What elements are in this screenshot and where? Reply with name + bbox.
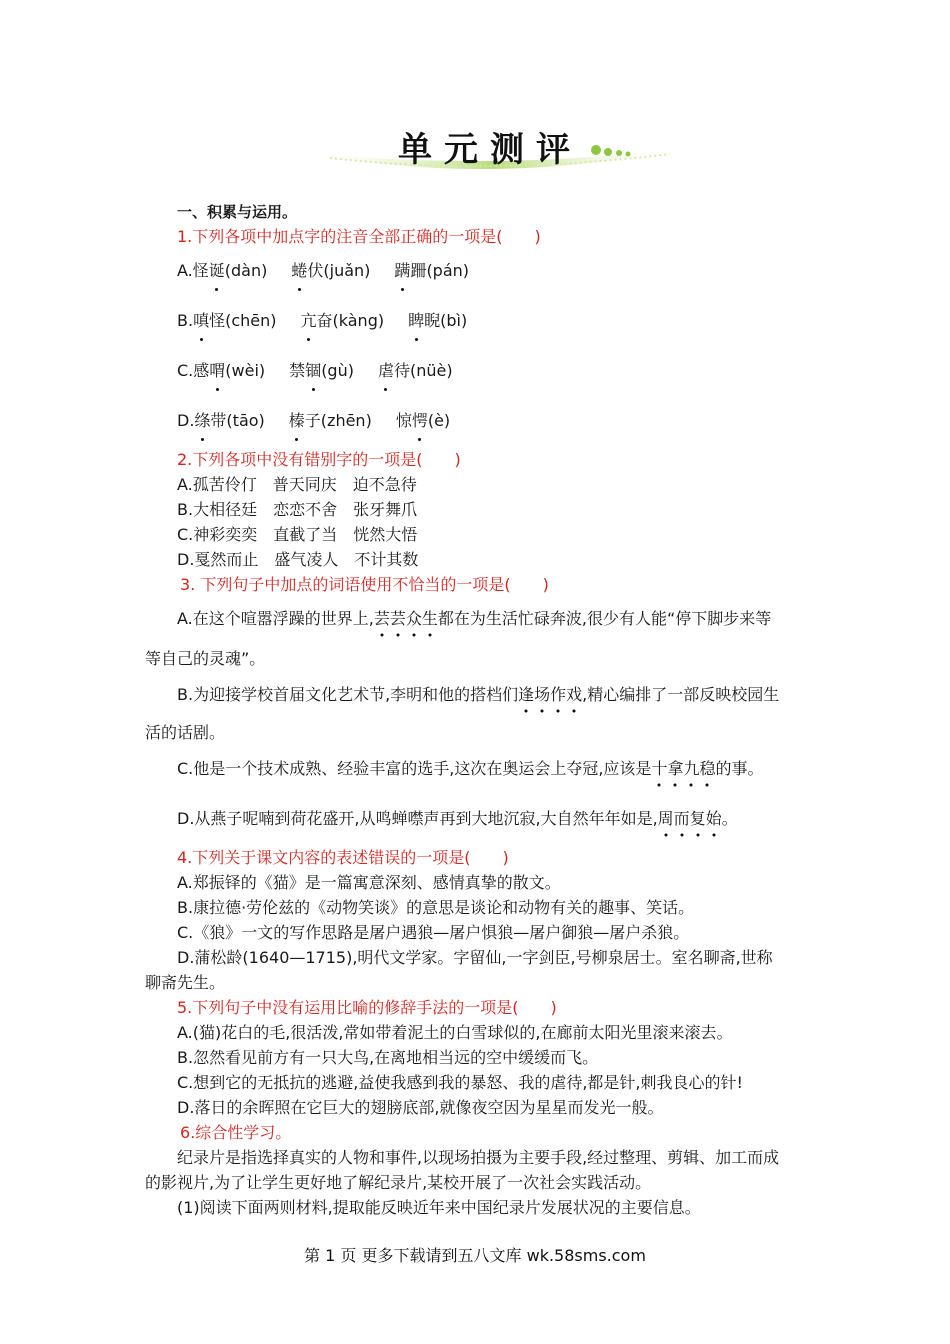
q5-option-d: D.落日的余晖照在它巨大的翅膀底部,就像夜空因为星星而发光一般。 xyxy=(177,1098,664,1117)
q1c-w2: 禁锢(gù) xyxy=(289,361,354,380)
q1-stem: 1.下列各项中加点字的注音全部正确的一项是( ) xyxy=(177,227,541,246)
q1-option-b xyxy=(177,310,491,332)
page-footer: 第 1 页 更多下载请到五八文库 wk.58sms.com xyxy=(304,1246,646,1265)
q1b-w1: 嗔怪(chēn) xyxy=(193,311,277,330)
q2-stem: 2.下列各项中没有错别字的一项是( ) xyxy=(177,450,461,469)
option-letter: B. xyxy=(177,311,194,330)
q2-option-b: B.大相径廷 恋恋不舍 张牙舞爪 xyxy=(177,500,418,519)
option-letter: C. xyxy=(177,361,194,380)
q5-option-a: A.(猫)花白的毛,很活泼,常如带着泥土的白雪球似的,在廊前太阳光里滚来滚去。 xyxy=(177,1023,733,1042)
q1d-w2: 榛子(zhēn) xyxy=(288,411,372,430)
q1-option-c xyxy=(177,360,477,382)
q1b-w3: 睥睨(bì) xyxy=(408,311,468,330)
q1d-w3: 惊愕(è) xyxy=(395,411,451,430)
q5-option-c: C.想到它的无抵抗的逃避,益使我感到我的暴怒、我的虐待,都是针,刺我良心的针! xyxy=(177,1073,743,1092)
q4-option-d-cont: 聊斋先生。 xyxy=(145,973,226,992)
title-banner xyxy=(290,110,690,180)
option-letter: D. xyxy=(177,411,195,430)
q6-paragraph-2: (1)阅读下面两则材料,提取能反映近年来中国纪录片发展状况的主要信息。 xyxy=(177,1198,701,1217)
section-heading: 一、积累与运用。 xyxy=(177,203,298,221)
q5-option-b: B.忽然看见前方有一只大鸟,在离地相当远的空中缓缓而飞。 xyxy=(177,1048,599,1067)
q1-option-d xyxy=(177,410,474,432)
q4-option-c: C.《狼》一文的写作思路是屠户遇狼—屠户惧狼—屠户御狼—屠户杀狼。 xyxy=(177,923,690,942)
q3-stem: 3. 下列句子中加点的词语使用不恰当的一项是( ) xyxy=(180,575,549,594)
q1c-w1: 感喟(wèi) xyxy=(193,361,266,380)
q1a-w2: 蜷伏(juǎn) xyxy=(291,261,371,280)
q1a-w3: 蹒跚(pán) xyxy=(394,261,470,280)
q3-option-a: A.在这个喧嚣浮躁的世界上,芸芸众生都在为生活忙碌奔波,很少有人能“停下脚步来等 xyxy=(177,608,771,630)
q3-option-d: D.从燕子呢喃到荷花盛开,从鸣蝉噤声再到大地沉寂,大自然年年如是,周而复始。 xyxy=(177,808,738,830)
q3a-dotted-word: 芸芸众生 xyxy=(374,609,438,638)
q3-option-c: C.他是一个技术成熟、经验丰富的选手,这次在奥运会上夺冠,应该是十拿九稳的事。 xyxy=(177,758,763,780)
q2-option-c: C.神彩奕奕 直截了当 恍然大悟 xyxy=(177,525,418,544)
option-letter: A. xyxy=(177,261,193,280)
q2-option-d: D.戛然而止 盛气凌人 不计其数 xyxy=(177,550,419,569)
q1a-w1: 怪诞(dàn) xyxy=(192,261,268,280)
q6-paragraph-1: 纪录片是指选择真实的人物和事件,以现场拍摄为主要手段,经过整理、剪辑、加工而成 xyxy=(177,1148,780,1167)
q1-option-a xyxy=(177,260,493,282)
q2-option-a: A.孤苦伶仃 普天同庆 迫不急待 xyxy=(177,475,417,494)
q3-option-b: B.为迎接学校首届文化艺术节,李明和他的搭档们逢场作戏,精心编排了一部反映校园生 xyxy=(177,684,779,706)
q1d-w1: 绦带(tāo) xyxy=(194,411,265,430)
q6-stem: 6.综合性学习。 xyxy=(180,1123,292,1142)
q5-stem: 5.下列句子中没有运用比喻的修辞手法的一项是( ) xyxy=(177,998,557,1017)
q3-option-b-cont: 活的话剧。 xyxy=(145,723,226,742)
q4-option-a: A.郑振铎的《猫》是一篇寓意深刻、感情真挚的散文。 xyxy=(177,873,561,892)
q3c-dotted-word: 十拿九稳 xyxy=(651,759,715,788)
q6-paragraph-1-cont: 的影视片,为了让学生更好地了解纪录片,某校开展了一次社会实践活动。 xyxy=(145,1173,652,1192)
q1c-w3: 虐待(nüè) xyxy=(377,361,453,380)
q4-option-b: B.康拉德·劳伦兹的《动物笑谈》的意思是谈论和动物有关的趣事、笑话。 xyxy=(177,898,695,917)
page-title: 单元测评 xyxy=(398,130,582,170)
q3b-dotted-word: 逢场作戏 xyxy=(518,685,582,714)
q4-stem: 4.下列关于课文内容的表述错误的一项是( ) xyxy=(177,848,509,867)
q4-option-d: D.蒲松龄(1640—1715),明代文学家。字留仙,一字剑臣,号柳泉居士。室名聊斋,世称 xyxy=(177,948,773,967)
q1b-w2: 亢奋(kàng) xyxy=(300,311,385,330)
q3d-dotted-word: 周而复始 xyxy=(658,809,722,838)
q3-option-a-cont: 等自己的灵魂”。 xyxy=(145,649,266,668)
